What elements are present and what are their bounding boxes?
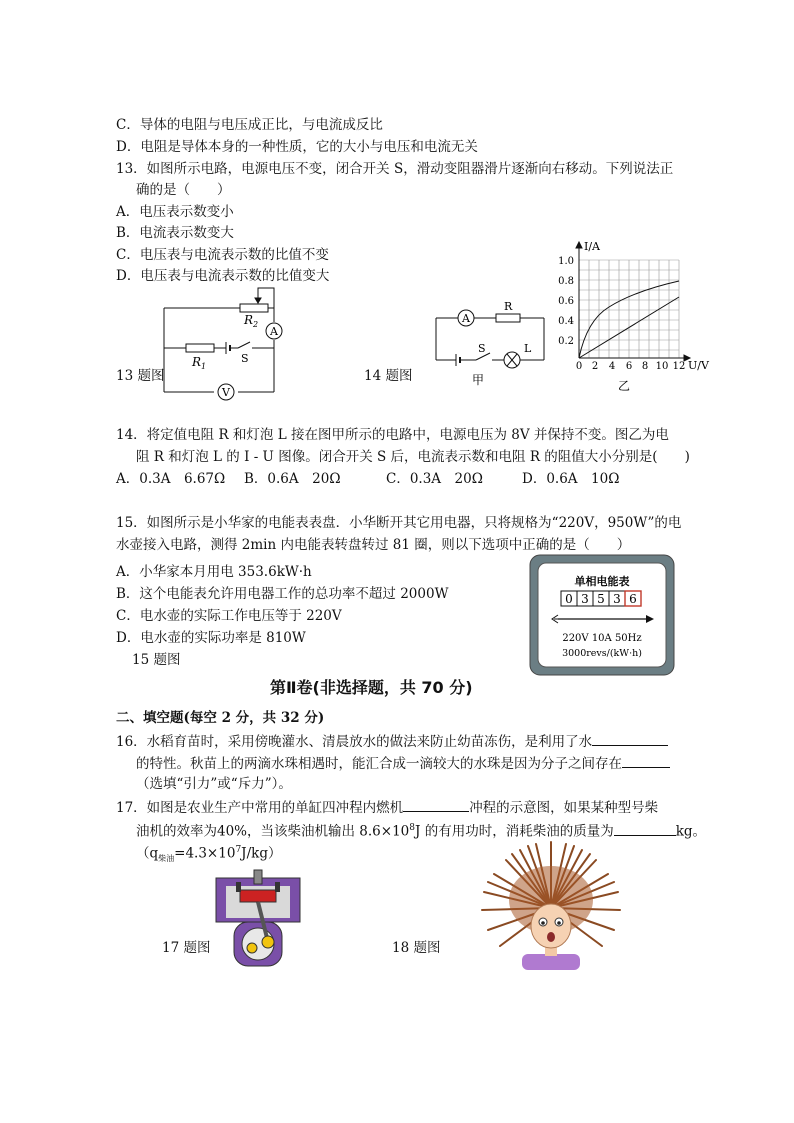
meter-digit: 3 [613,592,621,606]
q14-ammeter-label: A [462,312,470,325]
q17-engine-diagram [212,868,304,970]
q15-stem-cont: 水壶接入电路，测得 2min 内电能表转盘转过 81 圈，则以下选项中正确的是（ ） [116,537,631,553]
section-fill-in-heading: 二、填空题(每空 2 分，共 32 分) [116,710,325,726]
meter-spec: 220V 10A 50Hz [562,633,642,644]
q14-stem-cont: 阻 R 和灯泡 L 的 I - U 图像。闭合开关 S 后，电流表示数和电阻 R 的阻值大小分别是( ) [136,449,690,465]
q14-ytick: 1.0 [558,256,574,267]
q13-option-c: C．电压表与电流表示数的比值不变 [116,247,329,263]
q14-option-a: A．0.3A 6.67Ω [116,471,226,487]
q14-option-b: B．0.6A 20Ω [244,471,341,487]
q15-option-c: C．电水壶的实际工作电压等于 220V [116,608,342,624]
q16-blank-2[interactable] [622,753,670,768]
q14-xtick: 10 [655,361,669,372]
q16-blank-1[interactable] [592,731,668,746]
q13-stem-cont: 确的是（ ） [136,182,231,198]
q14-ytick: 0.8 [558,276,574,287]
q15-option-b: B．这个电能表允许用电器工作的总功率不超过 2000W [116,586,449,602]
q15-option-d: D．电水壶的实际功率是 810W [116,630,306,646]
part2-title: 第Ⅱ卷(非选择题，共 70 分) [270,678,473,697]
q14-jia-caption: 甲 [472,373,485,387]
q14-iu-graph [548,238,718,396]
q15-option-a: A．小华家本月用电 353.6kW·h [116,564,312,580]
q14-y-axis-label: I/A [584,240,600,253]
q14-x-axis-label: U/V [688,359,709,372]
q13-r2-label: $R_2$ [244,313,259,329]
q14-xtick: 2 [591,361,599,372]
q14-xtick: 0 [575,361,583,372]
q14-ytick: 0.2 [558,336,574,347]
q14-ytick: 0.4 [558,316,574,327]
q16-line2: 的特性。秋苗上的两滴水珠相遇时，能汇合成一滴较大的水珠是因为分子之间存在 [136,753,670,773]
q14-lamp-label: L [524,342,532,355]
q13-ammeter-label: A [270,325,278,338]
q14-ytick: 0.6 [558,296,574,307]
q15-stem: 15．如图所示是小华家的电能表表盘．小华断开其它用电器，只将规格为“220V，950W”的电 [116,515,682,531]
q12-option-d: D．电阻是导体本身的一种性质，它的大小与电压和电流无关 [116,139,478,155]
q12-option-c: C．导体的电阻与电压成正比，与电流成反比 [116,117,383,133]
q16-line3: （选填“引力”或“斥力”）。 [136,776,292,792]
q17-blank-1[interactable] [403,797,469,812]
meter-revs: 3000revs/(kW·h) [562,648,642,659]
q17-figure-label: 17 题图 [162,940,211,956]
q14-option-c: C．0.3A 20Ω [386,471,483,487]
q14-switch-label: S [478,342,486,355]
q13-switch-label: S [241,352,249,365]
q14-figure-label: 14 题图 [364,368,413,384]
q13-circuit-diagram [150,280,290,402]
q16-line1: 16．水稻育苗时，采用傍晚灌水、清晨放水的做法来防止幼苗冻伤，是利用了水 [116,731,668,751]
q14-xtick: 12 [672,361,686,372]
q13-r1-label: $R_1$ [192,355,207,371]
q14-yi-caption: 乙 [617,379,631,393]
q13-option-d: D．电压表与电流表示数的比值变大 [116,268,330,284]
q15-energy-meter [528,553,676,677]
q15-figure-label: 15 题图 [132,652,181,668]
q14-r-label: R [504,300,513,313]
q17-blank-2[interactable] [614,821,676,836]
q14-xtick: 6 [625,361,633,372]
q13-figure-label: 13 题图 [116,368,165,384]
q13-option-b: B．电流表示数变大 [116,225,234,241]
q18-static-hair-girl [476,838,626,970]
q13-option-a: A．电压表示数变小 [116,204,234,220]
q13-voltmeter-label: V [222,386,230,399]
q14-option-d: D．0.6A 10Ω [522,471,620,487]
meter-digit: 0 [565,592,573,606]
q14-stem: 14．将定值电阻 R 和灯泡 L 接在图甲所示的电路中，电源电压为 8V 并保持不变。图乙为电 [116,427,669,443]
meter-digit: 6 [629,592,637,606]
meter-title: 单相电能表 [574,575,630,588]
meter-digit: 3 [581,592,589,606]
q14-xtick: 8 [641,361,649,372]
q17-line1: 17．如图是农业生产中常用的单缸四冲程内燃机 冲程的示意图，如果某种型号柴 [116,797,658,817]
q14-circuit-jia [430,296,550,388]
q14-xtick: 4 [608,361,616,372]
q17-line2: 油机的效率为40%，当该柴油机输出 $8.6\times 10^8J$ 的有用功时，消耗柴油的质量为 kg。 [136,819,706,841]
meter-digit: 5 [597,592,605,606]
q18-figure-label: 18 题图 [392,940,441,956]
q17-line3: $(q_{柴油}=4.3\times 10^7J/kg)$ [136,845,282,864]
q13-stem: 13．如图所示电路，电源电压不变，闭合开关 S，滑动变阻器滑片逐渐向右移动。下列说法正 [116,161,674,177]
